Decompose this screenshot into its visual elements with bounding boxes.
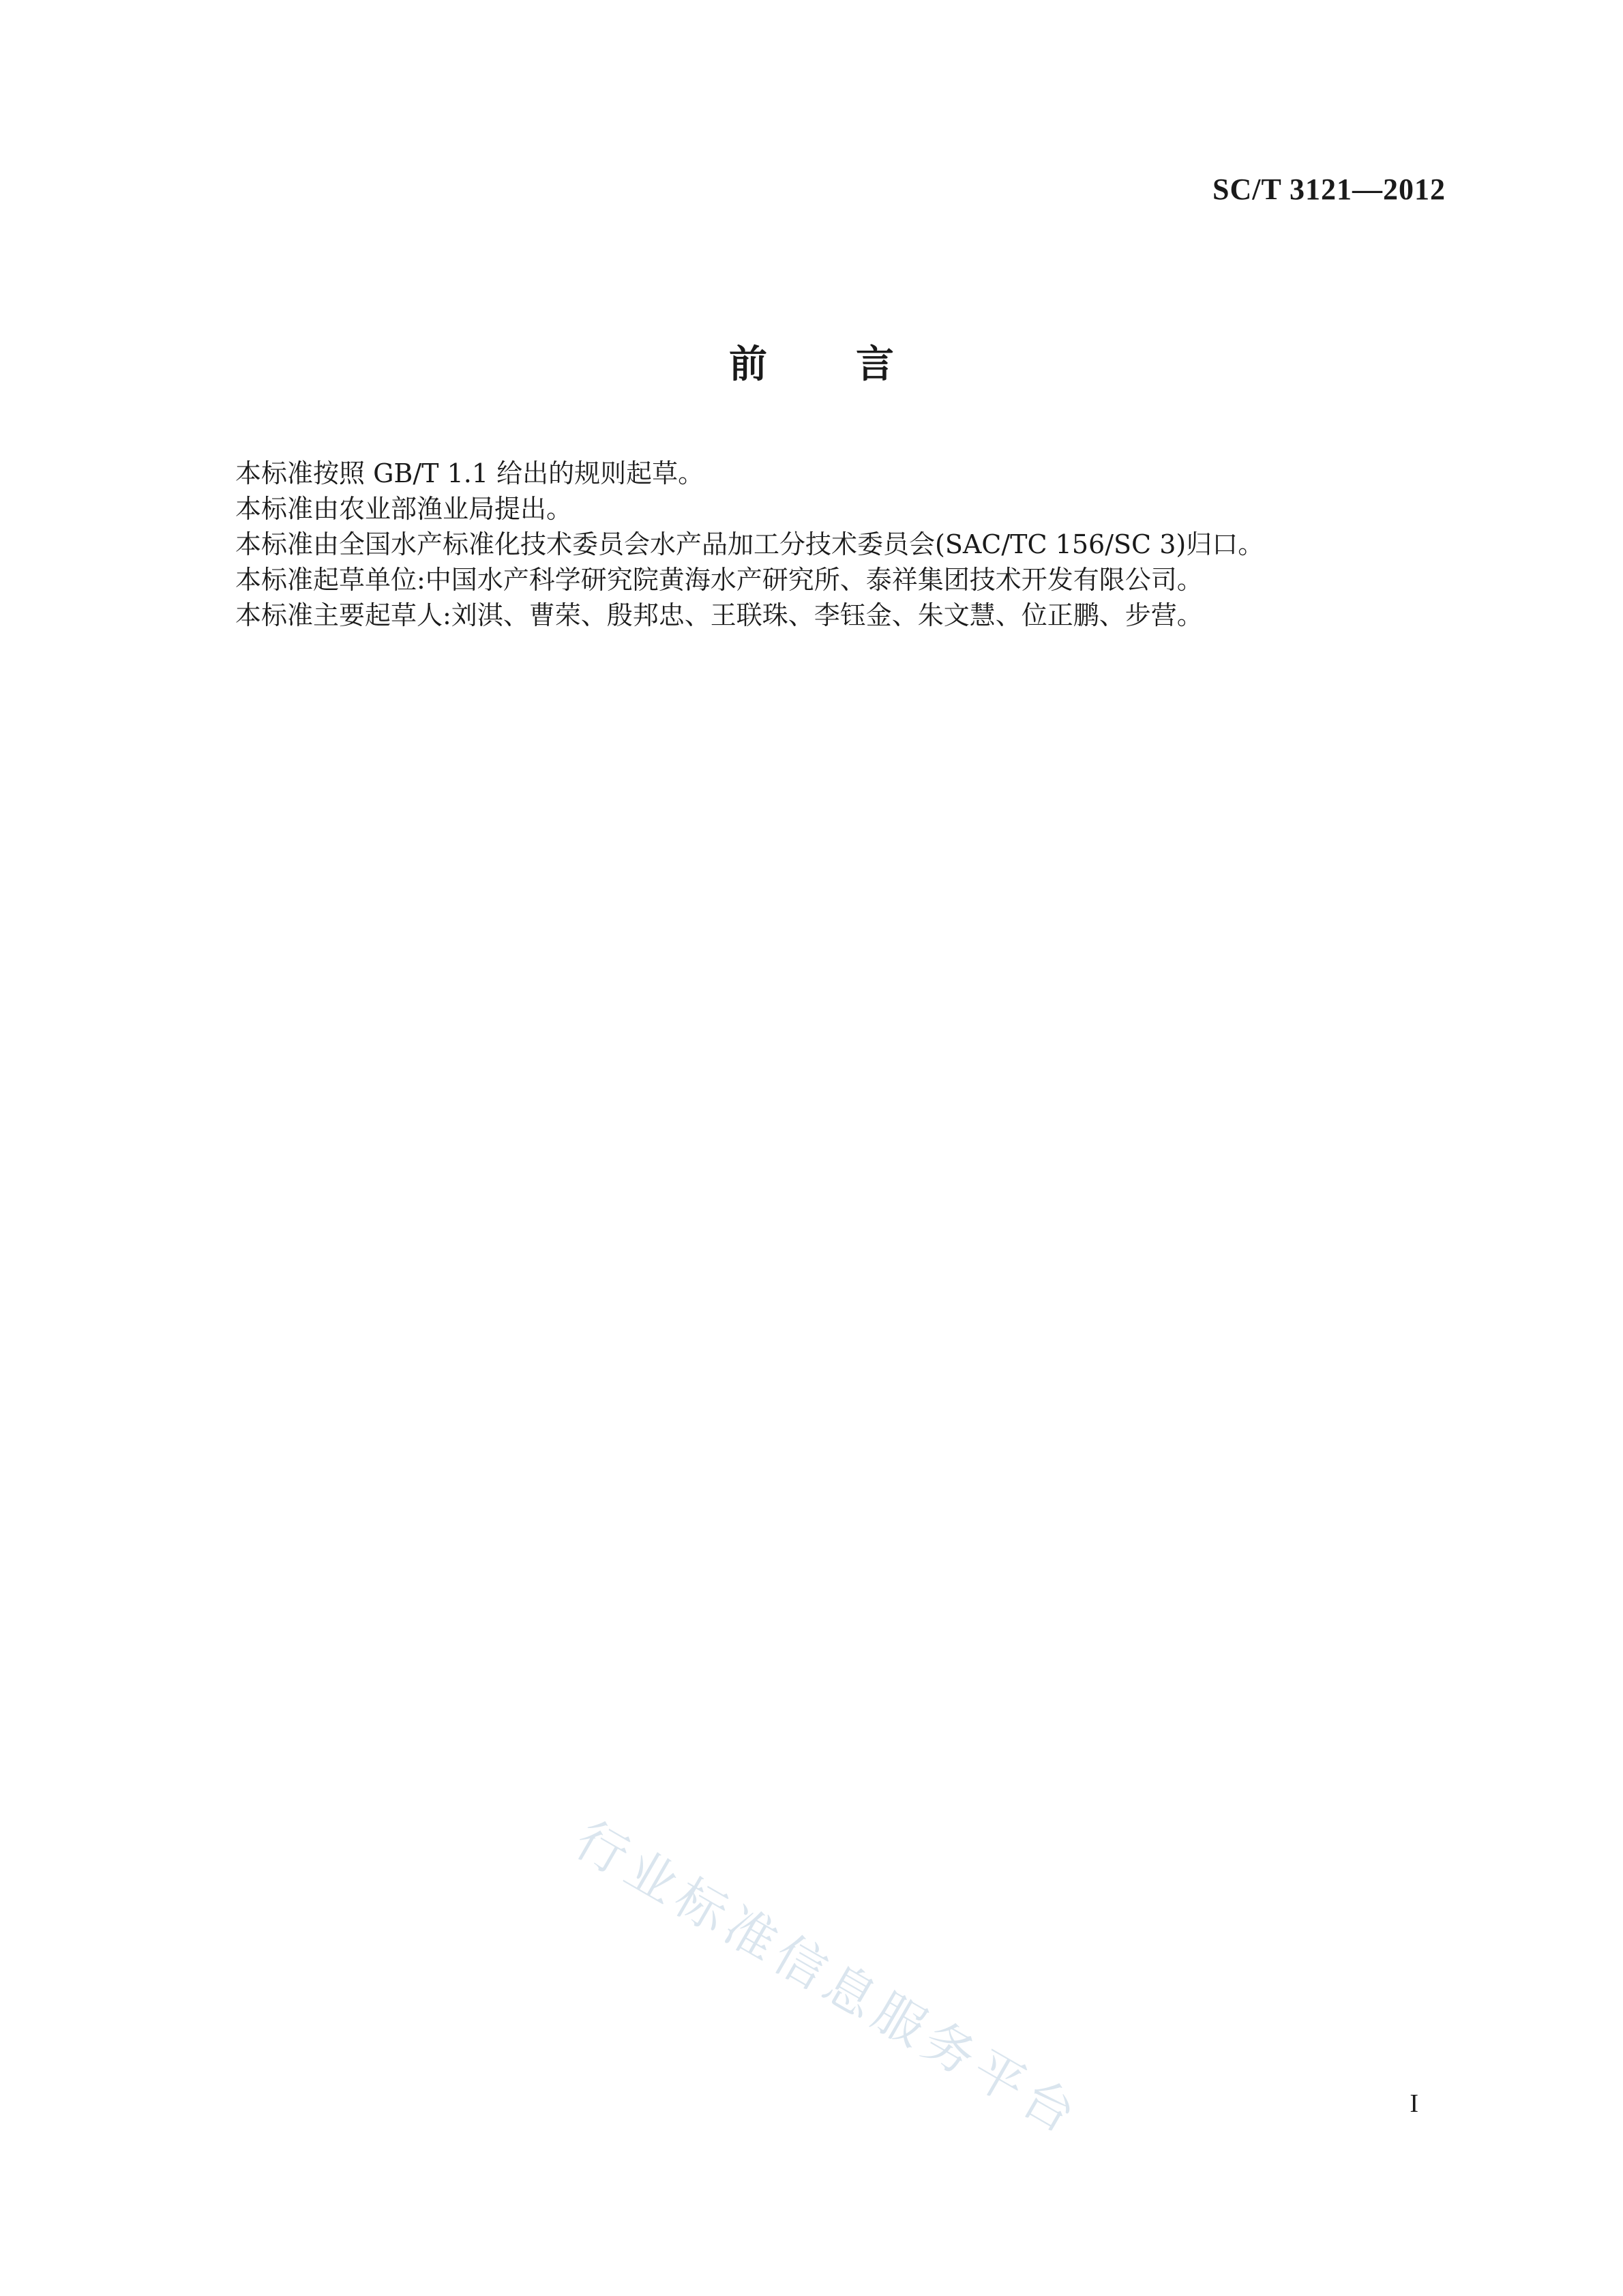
foreword-body bbox=[235, 456, 1449, 633]
standard-code: SC/T 3121—2012 bbox=[1212, 173, 1446, 206]
page-title: 前言 bbox=[729, 342, 983, 387]
paragraph-proposer: 本标准由农业部渔业局提出。 bbox=[235, 494, 573, 524]
watermark: 行业标准信息服务平台 bbox=[565, 1810, 1091, 2148]
paragraph-drafting-rules: 本标准按照 GB/T 1.1 给出的规则起草。 bbox=[235, 458, 704, 488]
paragraph-drafting-units: 本标准起草单位:中国水产科学研究院黄海水产研究所、泰祥集团技术开发有限公司。 bbox=[235, 565, 1203, 595]
paragraph-drafters: 本标准主要起草人:刘淇、曹荣、殷邦忠、王联珠、李钰金、朱文慧、位正鹏、步营。 bbox=[235, 600, 1203, 630]
page-number: I bbox=[1410, 2089, 1418, 2118]
paragraph-committee: 本标准由全国水产标准化技术委员会水产品加工分技术委员会(SAC/TC 156/SC 3)归口。 bbox=[235, 529, 1264, 559]
